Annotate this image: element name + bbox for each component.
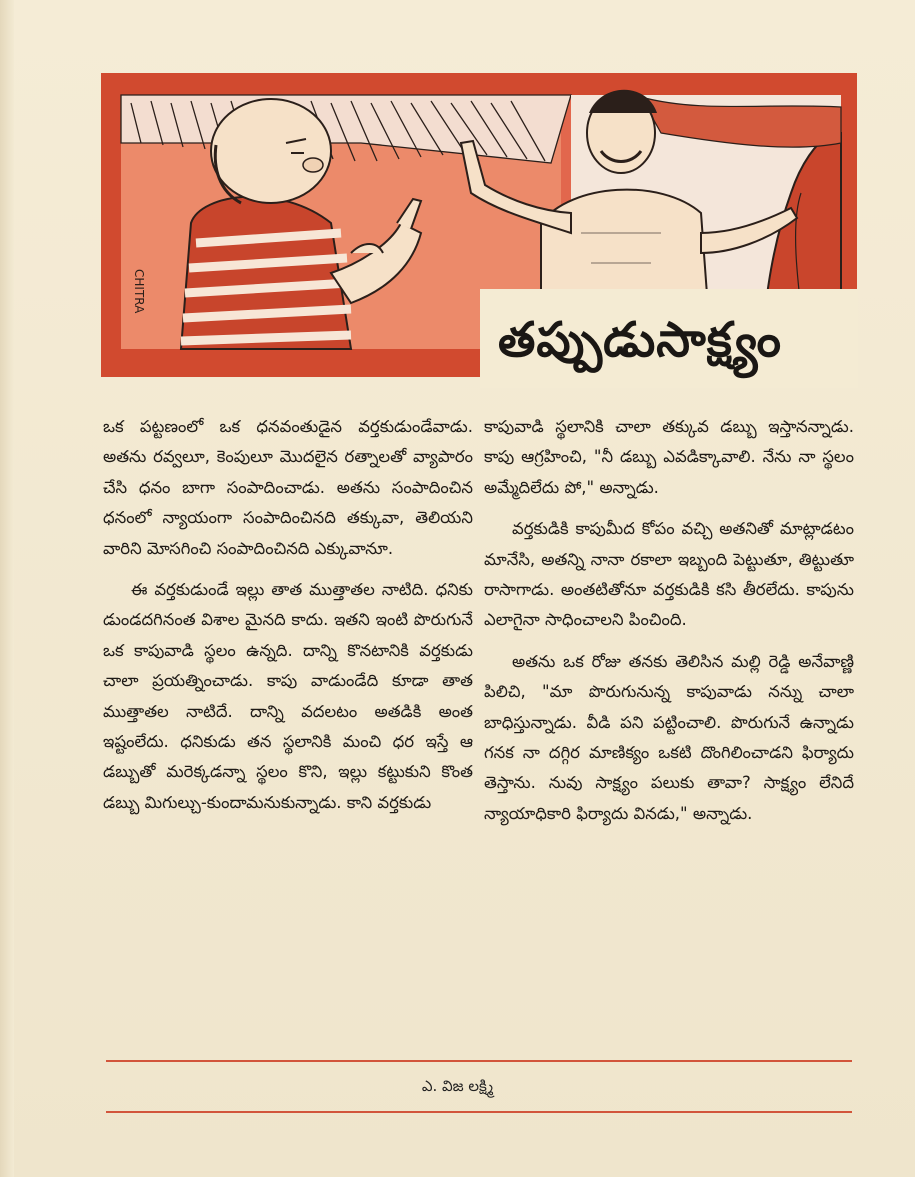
- story-title: తప్పుడుసాక్ష్యం: [498, 312, 782, 368]
- artist-signature: CHITRA: [132, 269, 146, 314]
- page-spine-shadow: [0, 0, 14, 1177]
- text-column-left: [103, 412, 473, 829]
- author-byline: ఎ. విజ లక్ష్మి: [421, 1077, 494, 1095]
- paragraph: ఈ వర్తకుడుండే ఇల్లు తాత ముత్తాతల నాటిది. ధనికు డుండదగినంత విశాల మైనది కాదు. ఇతని ఇంటి పొరుగునే ఒక కాపువాడి స్థలం ఉన్నది. దాన్ని కొనటానికి వర్తకుడు చాలా ప్రయత్నించాడు. కాపు వాడుండేది కూడా తాత ముత్తాతల నాటిదే. దాన్ని వదలటం అతడికి అంత ఇష్టంలేదు. ధనికుడు తన స్థలానికి మంచి ధర ఇస్తే ఆ డబ్బుతో మరెక్కడన్నా స్థలం కొని, ఇల్లు కట్టుకుని కొంత డబ్బు మిగుల్చు-కుందామనుకున్నాడు. కాని వర్తకుడు: [103, 580, 473, 812]
- paragraph: కాపువాడి స్థలానికి చాలా తక్కువ డబ్బు ఇస్తానన్నాడు. కాపు ఆగ్రహించి, "నీ డబ్బు ఎవడిక్కావాలి. నేను నా స్థలం అమ్మేదిలేదు పో," అన్నాడు.: [484, 417, 854, 497]
- divider-rule-top: [106, 1060, 852, 1062]
- text-column-right: [484, 412, 854, 840]
- divider-rule-bottom: [106, 1111, 852, 1113]
- paragraph: వర్తకుడికి కాపుమీద కోపం వచ్చి అతనితో మాట్లాడటం మానేసి, అతన్ని నానా రకాలా ఇబ్బంది పెట్టుతూ, తిట్టుతూ రాసాగాడు. అంతటితోనూ వర్తకుడికి కసి తీరలేదు. కాపును ఎలాగైనా సాధించాలని పించింది.: [484, 519, 854, 630]
- paragraph: ఒక పట్టణంలో ఒక ధనవంతుడైన వర్తకుడుండేవాడు. అతను రవ్వలూ, కెంపులూ మొదలైన రత్నాలతో వ్యాపారం చేసి ధనం బాగా సంపాదించాడు. అతను సంపాదించిన ధనంలో న్యాయంగా సంపాదించినది తక్కువా, తెలియని వారిని మోసగించి సంపాదించినది ఎక్కువానూ.: [103, 417, 473, 558]
- paragraph: అతను ఒక రోజు తనకు తెలిసిన మల్లి రెడ్డి అనేవాణ్ణి పిలిచి, "మా పొరుగునున్న కాపువాడు నన్ను చాలా బాధిస్తున్నాడు. వీడి పని పట్టించాలి. పొరుగునే ఉన్నాడు గనక నా దగ్గిర మాణిక్యం ఒకటి దొంగిలించాడని ఫిర్యాదు తెస్తాను. నువు సాక్ష్యం పలుకు తావా? సాక్ష్యం లేనిదే న్యాయాధికారి ఫిర్యాదు వినడు," అన్నాడు.: [484, 651, 854, 823]
